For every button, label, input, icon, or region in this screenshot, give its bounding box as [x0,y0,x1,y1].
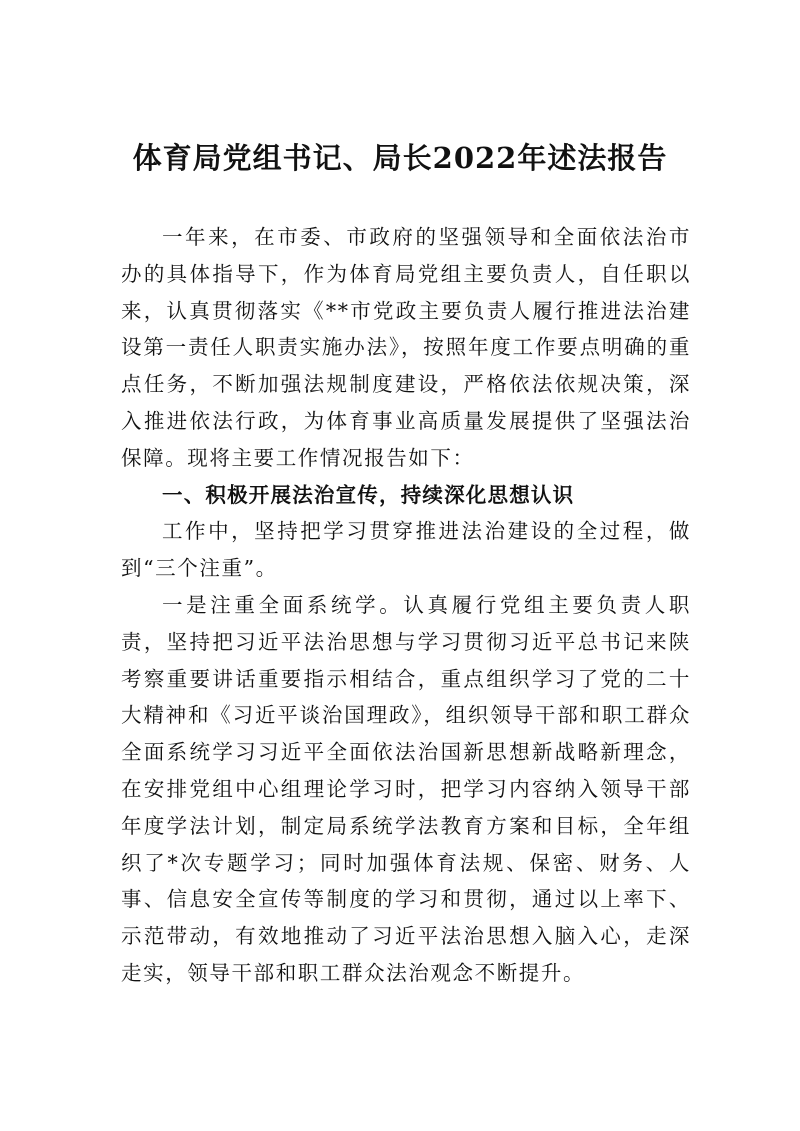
intro-paragraph: 一年来，在市委、市政府的坚强领导和全面依法治市办的具体指导下，作为体育局党组主要负责人，自任职以来，认真贯彻落实《**市党政主要负责人履行推进法治建设第一责任人职责实施办法》，按照年度工作要点明确的重点任务，不断加强法规制度建设，严格依法依规决策，深入推进依法行政，为体育事业高质量发展提供了坚强法治保障。现将主要工作情况报告如下： [121,225,691,470]
section-heading-1: 一、积极开展法治宣传，持续深化思想认识 [162,482,575,507]
section-intro-paragraph: 工作中，坚持把学习贯穿推进法治建设的全过程，做到“三个注重”。 [121,519,691,581]
section-point-paragraph-1: 一是注重全面系统学。认真履行党组主要负责人职责，坚持把习近平法治思想与学习贯彻习近平总书记来陕考察重要讲话重要指示相结合，重点组织学习了党的二十大精神和《习近平谈治国理政》，组织领导干部和职工群众全面系统学习习近平全面依法治国新思想新战略新理念，在安排党组中心组理论学习时，把学习内容纳入领导干部年度学法计划，制定局系统学法教育方案和目标，全年组织了*次专题学习；同时加强体育法规、保密、财务、人事、信息安全宣传等制度的学习和贯彻，通过以上率下、示范带动，有效地推动了习近平法治思想入脑入心，走深走实，领导干部和职工群众法治观念不断提升。 [121,592,691,985]
document-body [121,219,691,992]
document-title: 体育局党组书记、局长2022年述法报告 [132,141,668,175]
